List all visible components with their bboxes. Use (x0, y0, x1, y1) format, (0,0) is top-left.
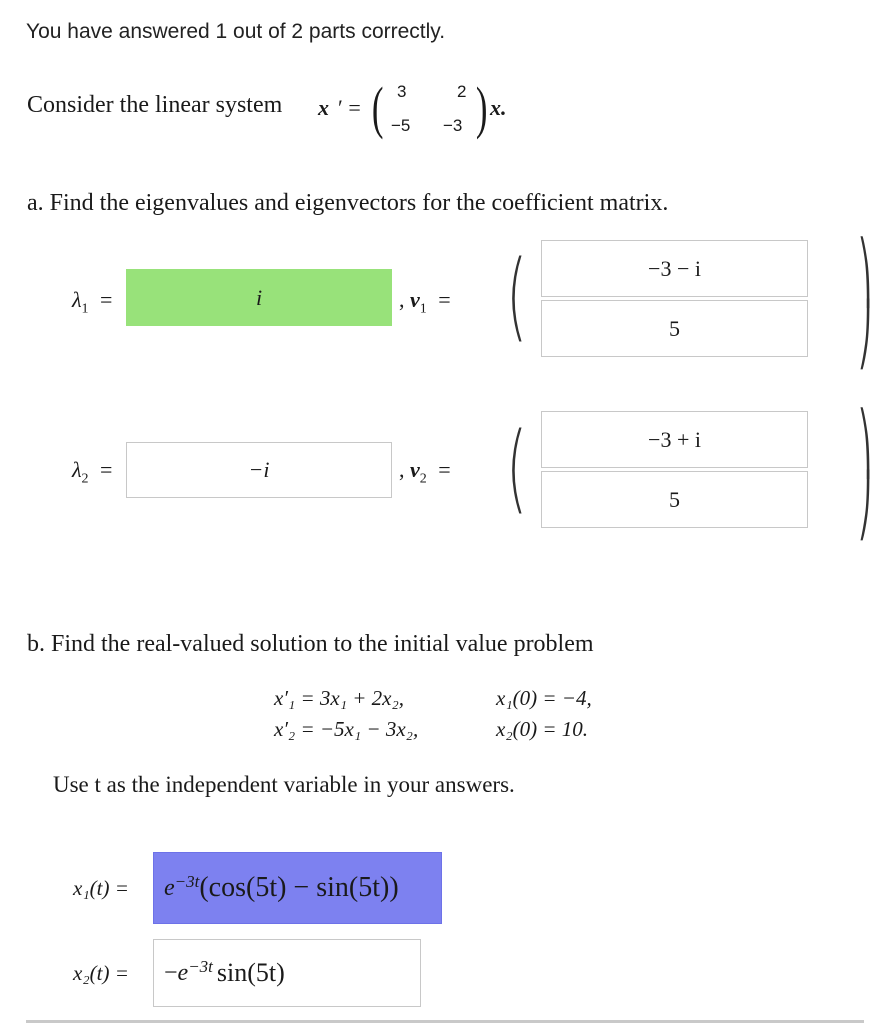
x1-exponent: −3t (174, 872, 200, 891)
x2-answer-input[interactable] (153, 939, 421, 1007)
initial-condition-1: x₁(0) = −4, (496, 686, 592, 710)
divider (26, 1020, 864, 1023)
matrix-right-paren: ) (475, 75, 488, 140)
v2-entry-top-input[interactable]: −3 + i (541, 411, 808, 468)
v1-right-paren-bottom: ⎠ (858, 300, 872, 370)
v1-entry-bottom-input[interactable]: 5 (541, 300, 808, 357)
x1-label: x₁(t) = (73, 876, 129, 900)
x2-sign: − (164, 959, 178, 986)
v2-right-paren-top: ⎞ (858, 409, 872, 479)
ode-equation-1: x′₁ = 3x₁ + 2x₂, (274, 686, 405, 710)
v2-label: , $v_2$ = (399, 457, 451, 487)
part-a-label: a. Find the eigenvalues and eigenvectors for the coefficient matrix. (27, 190, 669, 216)
v2-entry-bottom-input[interactable]: 5 (541, 471, 808, 528)
x2-exponent: −3t (188, 957, 213, 976)
v2-right-paren-bottom: ⎠ (858, 471, 872, 541)
lambda1-label: $\lambda_1$ = (72, 287, 113, 317)
ode-equation-2: x′₂ = −5x₁ − 3x₂, (274, 717, 419, 741)
x2-label: x₂(t) = (73, 961, 129, 985)
matrix-left-paren: ( (371, 75, 384, 140)
lambda2-label: $\lambda_2$ = (72, 457, 113, 487)
matrix-equation (318, 75, 528, 144)
x2-body: sin(5t) (216, 958, 285, 987)
part-b-label: b. Find the real-valued solution to the initial value problem (27, 631, 594, 657)
matrix-cell: 2 (457, 82, 467, 101)
v2-left-paren: ( (506, 412, 528, 524)
x1-body: (cos(5t) − sin(5t)) (199, 872, 399, 903)
v1-right-paren-top: ⎞ (858, 238, 872, 308)
intro-text: Consider the linear system (27, 92, 283, 118)
x2-base: e (177, 959, 189, 986)
initial-condition-2: x₂(0) = 10. (496, 717, 589, 741)
matrix-cell: 3 (397, 82, 407, 101)
lhs-vector: x (318, 95, 329, 120)
lambda2-input[interactable]: −i (126, 442, 392, 498)
x1-answer-input[interactable] (153, 852, 442, 924)
matrix-cell: −5 (391, 116, 411, 135)
v1-entry-top-input[interactable]: −3 − i (541, 240, 808, 297)
v1-left-paren: ( (506, 240, 528, 352)
prime-equals: ′ = (338, 95, 361, 120)
rhs-vector: x. (490, 95, 507, 120)
matrix-cell: −3 (443, 116, 463, 135)
status-message: You have answered 1 out of 2 parts correctly. (26, 20, 446, 43)
instruction-text: Use t as the independent variable in your answers. (53, 772, 515, 797)
v1-label: , $v_1$ = (399, 287, 451, 317)
lambda1-input[interactable]: i (126, 269, 392, 326)
x1-base: e (164, 874, 175, 901)
